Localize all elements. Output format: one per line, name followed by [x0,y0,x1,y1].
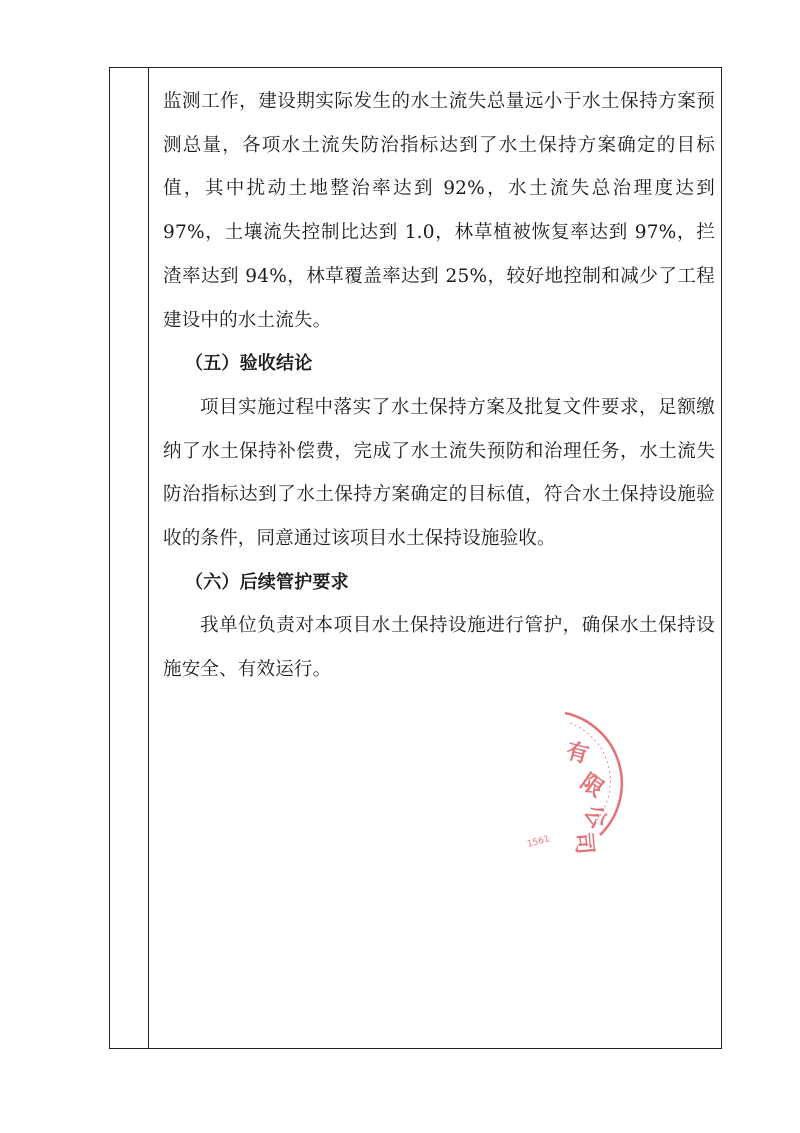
seal-number: 1561 [526,834,551,850]
paragraph-monitoring: 监测工作，建设期实际发生的水土流失总量远小于水土保持方案预测总量，各项水土流失防治指标达到了水土保持方案确定的目标值，其中扰动土地整治率达到 92%，水土流失总治理度达到 97%，土壤流失控制比达到 1.0，林草植被恢复率达到 97%，拦渣率达到 94%，林草覆盖率达到 25%，较好地控制和减少了工程建设中的水土流失。 [163,91,715,331]
company-seal [470,705,630,865]
seal-char-3: 公 [578,801,613,834]
seal-char-4: 司 [570,831,598,856]
seal-char-2: 限 [575,768,609,803]
seal-char-1: 有 [563,737,592,769]
document-body [163,80,715,692]
paragraph-maintenance-requirements: 我单位负责对本项目水土保持设施进行管护，确保水土保持设施安全、有效运行。 [163,615,715,681]
column-divider [148,67,149,1049]
heading-maintenance-requirements: （六）后续管护要求 [185,571,349,593]
heading-acceptance-conclusion: （五）验收结论 [185,353,313,375]
paragraph-acceptance-conclusion: 项目实施过程中落实了水土保持方案及批复文件要求，足额缴纳了水土保持补偿费，完成了水土流失预防和治理任务，水土流失防治指标达到了水土保持方案确定的目标值，符合水土保持设施验收的条件，同意通过该项目水土保持设施验收。 [163,396,715,550]
